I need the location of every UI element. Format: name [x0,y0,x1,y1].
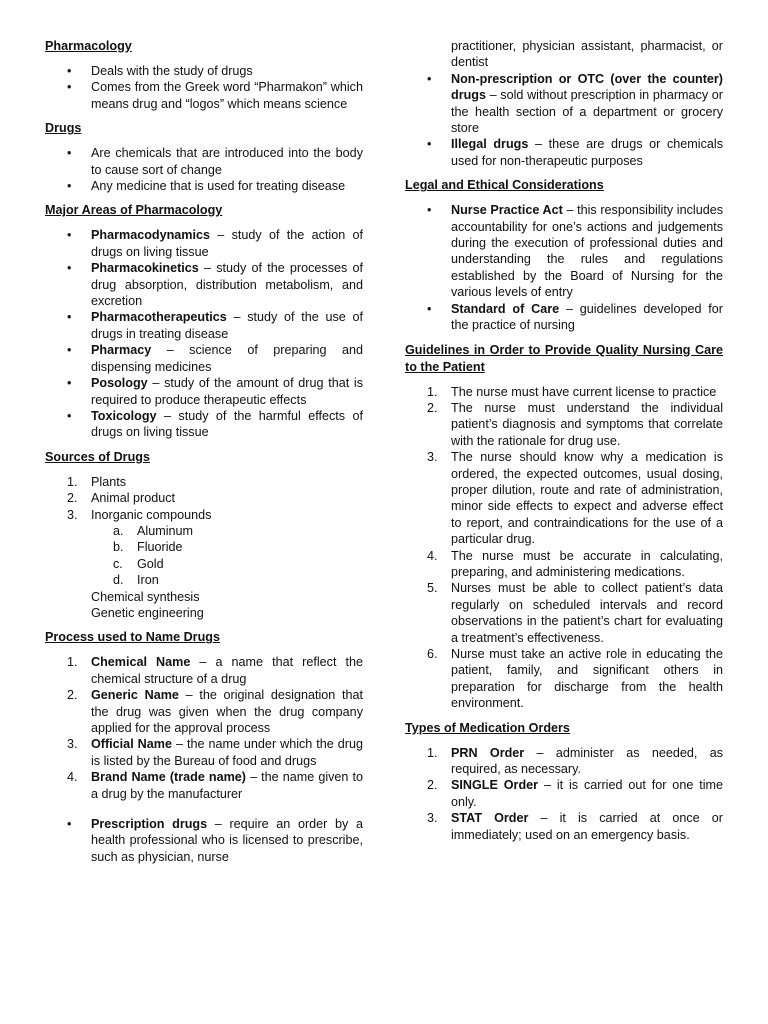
heading-orders: Types of Medication Orders [405,720,570,735]
definition: – science of preparing and dispensing medicines [91,343,363,374]
list-item: Animal product [91,491,175,506]
definition: – sold without prescription in pharmacy or the health section of a department or grocery store [451,88,723,136]
list-item: Inorganic compounds [91,507,212,522]
term: Non-prescription or OTC (over the counter) drugs [451,71,723,103]
section-naming [45,629,363,865]
heading-drugs: Drugs [45,121,82,136]
list-item [405,810,723,843]
continuation-text: practitioner, physician assistant, pharmacist, or dentist [451,39,723,70]
list-item [45,654,363,687]
definition: – the name under which the drug is listed by the Bureau of food and drugs [91,737,363,768]
heading-major-areas: Major Areas of Pharmacology [45,203,223,218]
list-item: Nurses must be able to collect patient’s data regularly on scheduled intervals and record observations in the patient’s chart for evaluating a treatment’s effectiveness. [451,581,723,645]
list-item [405,136,723,169]
list-item [45,408,363,441]
definition: – the name given to a drug by the manufacturer [91,770,363,801]
section-sources [45,449,363,622]
list-item [405,301,723,334]
list-item [45,227,363,260]
sub-list-item: Iron [137,573,159,588]
term: Pharmacodynamics [91,228,210,243]
sub-list-item: Fluoride [137,540,183,555]
definition: – study of the processes of drug absorption, distribution metabolism, and excretion [91,261,363,309]
list-item: • Deals with the study of drugs [45,63,363,79]
term: Official Name [91,737,172,752]
extra-source: Genetic engineering [91,605,204,620]
term: SINGLE Order [451,778,539,793]
left-column [45,38,363,873]
definition: – it is carried out for one time only. [451,778,723,809]
list-item [45,342,363,375]
definition: – administer as needed, as required, as necessary. [451,745,723,777]
list-item: The nurse must be accurate in calculating, preparing, and administering medications. [451,548,723,579]
heading-pharmacology: Pharmacology [45,39,132,53]
list-item: The nurse must understand the individual patient’s diagnosis and symptoms that correlate with the rationale for drug use. [451,400,723,448]
definition: – require an order by a health professional who is licensed to prescribe, such as physician, nurse [91,817,363,864]
heading-guidelines: Guidelines in Order to Provide Quality Nursing Care to the Patient [405,342,723,374]
list-item: Nurse must take an active role in educating the patient, family, and significant others in preparation for discharge from the health environment. [451,647,723,711]
definition: – the original designation that the drug was given when the drug company applied for the approval process [91,688,363,735]
heading-legal: Legal and Ethical Considerations [405,178,604,193]
heading-naming: Process used to Name Drugs [45,630,220,645]
term: Posology [91,376,148,391]
definition: – this responsibility includes accountability for one’s actions and judgements during the execution of professional duties and understanding the rules and regulations established by the Board of Nursing for the various levels of entry [451,203,723,300]
term: STAT Order [451,811,529,826]
list-item [45,736,363,769]
sub-list-item: Gold [137,556,164,571]
section-orders [405,720,723,843]
heading-sources: Sources of Drugs [45,449,150,464]
extra-source: Chemical synthesis [91,589,200,604]
list-item: Plants [91,474,127,489]
term: Pharmacotherapeutics [91,310,227,325]
sub-list-item: Aluminum [137,523,193,538]
section-guidelines [405,342,723,712]
list-item [405,777,723,810]
section-major-areas [45,202,363,440]
term: Generic Name [91,688,179,703]
term: Nurse Practice Act [451,203,563,218]
list-item [45,687,363,736]
section-drugs [45,120,363,194]
right-column [405,38,723,851]
term: Standard of Care [451,301,560,316]
definition: – study of the action of drugs on living tissue [91,228,363,259]
section-legal [405,177,723,333]
list-item [45,816,363,865]
list-item: • Are chemicals that are introduced into the body to cause sort of change [45,145,363,178]
list-item [45,769,363,802]
sub-list [45,523,363,589]
definition: – guidelines developed for the practice of nursing [451,301,723,333]
term: Chemical Name [91,655,191,670]
definition: – it is carried at once or immediately; used on an emergency basis. [451,811,723,842]
list-item [45,260,363,309]
definition: – these are drugs or chemicals used for non-therapeutic purposes [451,137,723,168]
term: Toxicology [91,408,157,423]
list-item: The nurse must have current license to practice [451,384,717,399]
list-item [405,71,723,137]
list-item: • Any medicine that is used for treating disease [45,178,363,194]
term: Pharmacokinetics [91,261,199,276]
section-pharmacology [45,38,363,112]
term: Prescription drugs [91,817,208,832]
definition: – study of the amount of drug that is required to produce therapeutic effects [91,376,363,407]
list-item [405,745,723,778]
definition: – a name that reflect the chemical structure of a drug [91,655,364,686]
list-item [45,309,363,342]
list-item [45,375,363,408]
term: Brand Name (trade name) [91,770,246,785]
definition: – study of the use of drugs in treating disease [91,310,363,341]
definition: – study of the harmful effects of drugs on living tissue [91,408,363,440]
term: Illegal drugs [451,137,529,152]
list-item: The nurse should know why a medication is ordered, the expected outcomes, usual dosing, proper dilution, route and rate of administration, minor side effects to expect and adverse effect to report, and contraindications for the use of a particular drug. [451,450,723,547]
list-item: • Comes from the Greek word “Pharmakon” which means drug and “logos” which means science [45,79,363,112]
list-item [405,202,723,300]
term: Pharmacy [91,343,152,358]
term: PRN Order [451,745,525,760]
